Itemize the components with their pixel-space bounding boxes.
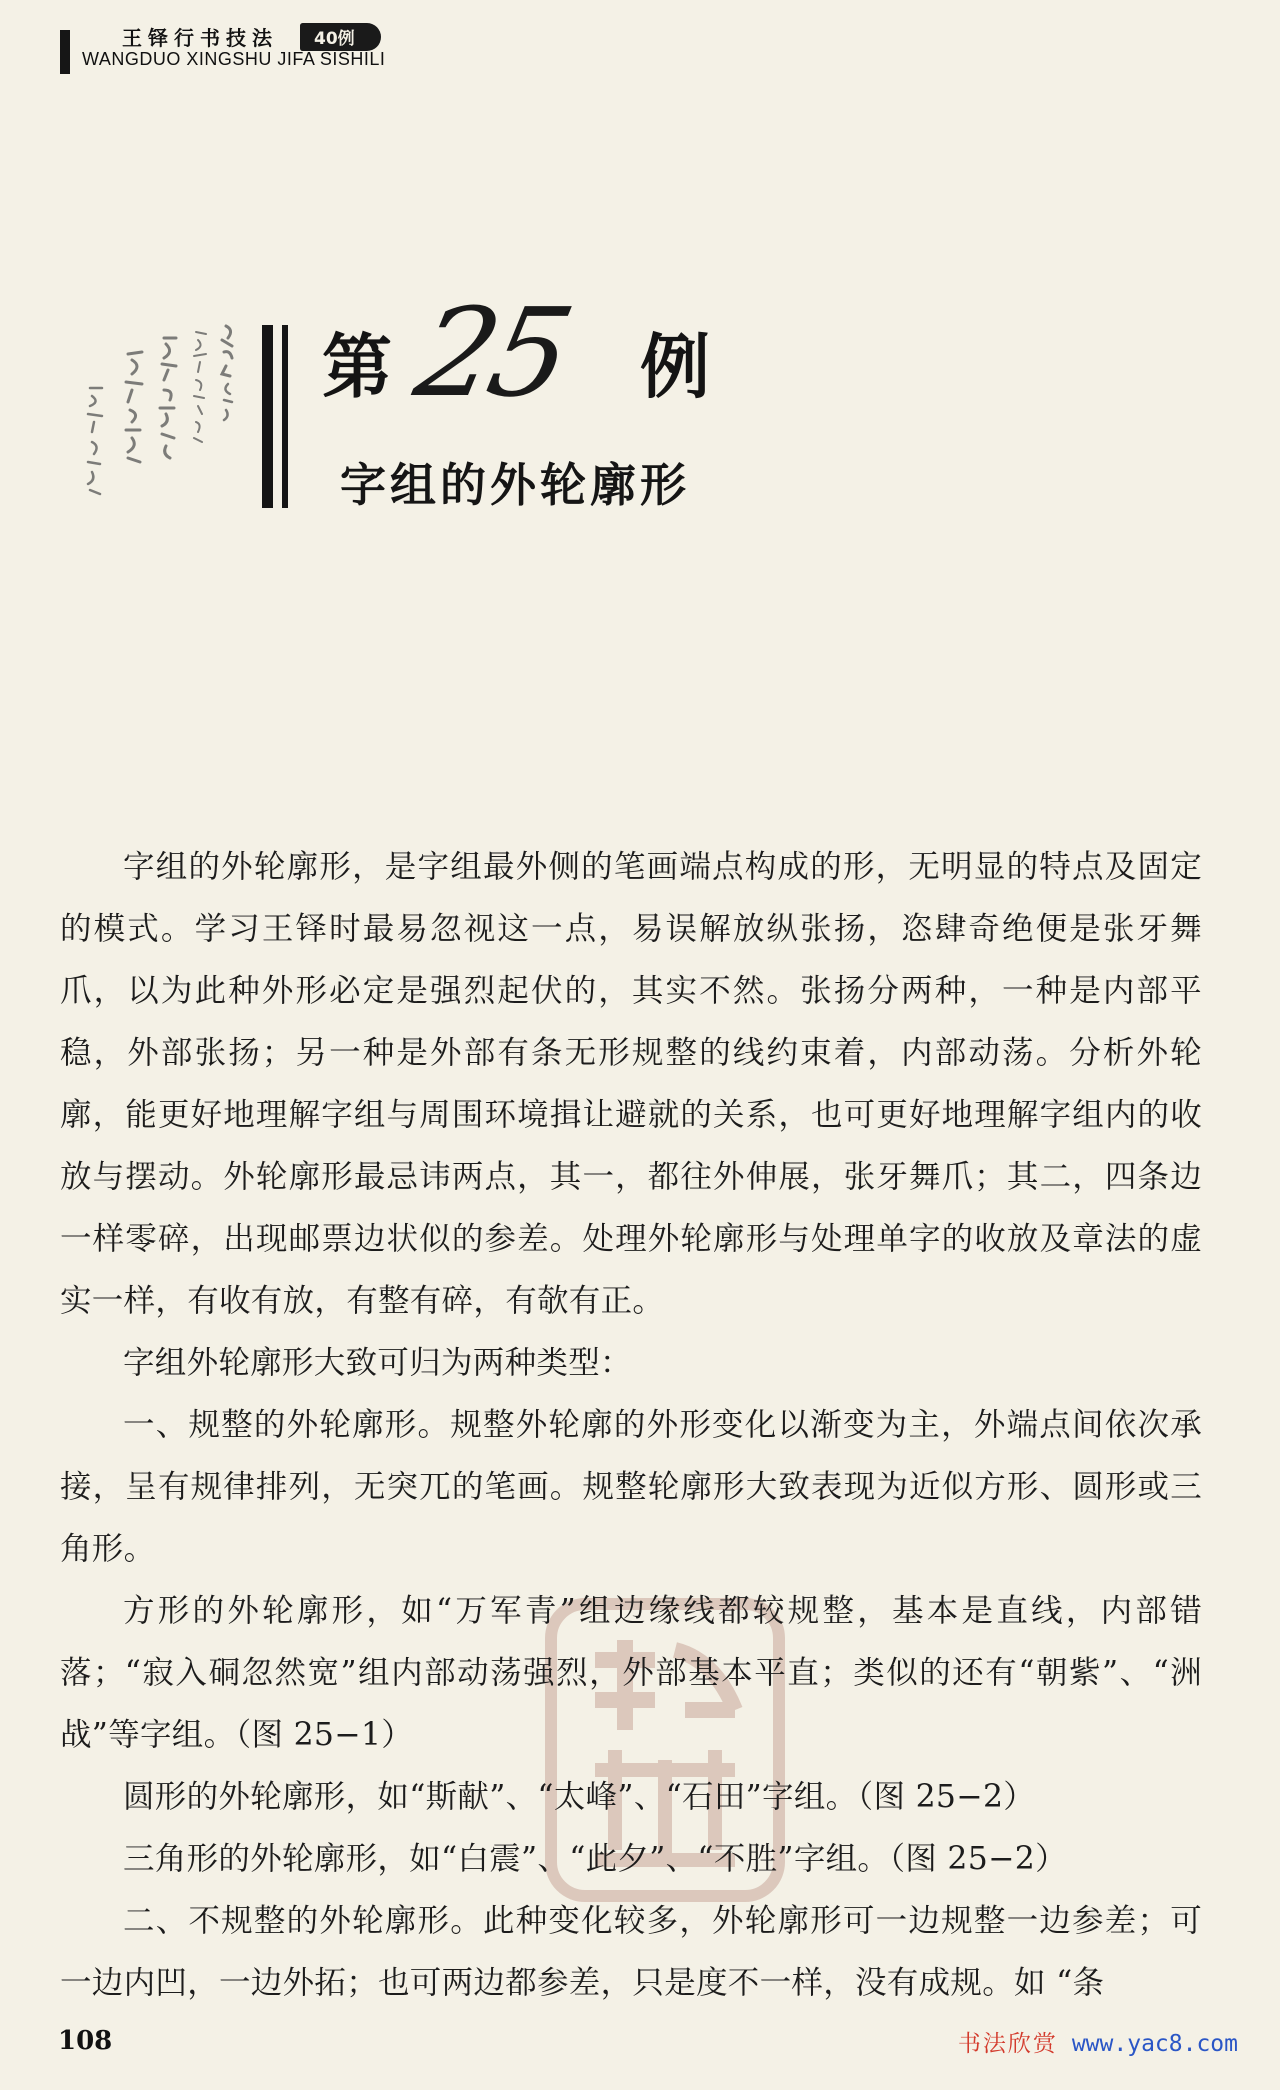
- header-decor-bar: [60, 30, 70, 74]
- paragraph-4: 方形的外轮廓形，如“万军青”组边缘线都较规整，基本是直线，内部错落；“寂入硐忽然宽”组内部动荡强烈，外部基本平直；类似的还有“朝紫”、“洲战”等字组。（图 25−1）: [60, 1593, 1202, 1753]
- chapter-suffix: 例: [640, 326, 710, 408]
- paragraph-7: 二、不规整的外轮廓形。此种变化较多，外轮廓形可一边规整一边参差；可一边内凹，一边外拓；也可两边都参差，只是度不一样，没有成规。如 “条: [60, 1903, 1202, 2001]
- calligraphy-inscription-icon: [56, 318, 246, 518]
- paragraph-5: 圆形的外轮廓形，如“斯献”、“太峰”、“石田”字组。（图 25−2）: [123, 1779, 1036, 1815]
- page-number: 108: [58, 2026, 113, 2056]
- chapter-title: 字组的外轮廓形: [340, 458, 690, 512]
- chapter-number: 25: [404, 282, 579, 424]
- paragraph-1: 字组的外轮廓形，是字组最外侧的笔画端点构成的形，无明显的特点及固定的模式。学习王铎时最易忽视这一点，易误解放纵张扬，恣肆奇绝便是张牙舞爪，以为此种外形必定是强烈起伏的，其实不然。张扬分两种，一种是内部平稳，外部张扬；另一种是外部有条无形规整的线约束着，内部动荡。分析外轮廓，能更好地理解字组与周围环境揖让避就的关系，也可更好地理解字组内的收放与摆动。外轮廓形最忌讳两点，其一，都往外伸展，张牙舞爪；其二，四条边一样零碎，出现邮票边状似的参差。处理外轮廓形与处理单字的收放及章法的虚实一样，有收有放，有整有碎，有欹有正。: [60, 849, 1202, 1319]
- paragraph-3: 一、规整的外轮廓形。规整外轮廓的外形变化以渐变为主，外端点间依次承接，呈有规律排列，无突兀的笔画。规整轮廓形大致表现为近似方形、圆形或三角形。: [60, 1407, 1202, 1567]
- site-name: 书法欣赏: [957, 2031, 1058, 2057]
- chapter-decor-bar-thick: [262, 325, 273, 508]
- site-watermark[interactable]: [958, 2025, 1238, 2058]
- chapter-decor-bar-thin: [282, 325, 288, 508]
- book-subtitle-pinyin: WANGDUO XINGSHU JIFA SISHILI: [82, 49, 386, 69]
- book-title-tag: 40例: [300, 23, 381, 51]
- chapter-prefix: 第: [322, 326, 392, 408]
- body-text: [60, 836, 1202, 2014]
- paragraph-2: 字组外轮廓形大致可归为两种类型：: [123, 1345, 632, 1381]
- site-url[interactable]: www.yac8.com: [1071, 2031, 1238, 2057]
- paragraph-6: 三角形的外轮廓形，如“白震”、“此夕”、“不胜”字组。（图 25−2）: [123, 1841, 1067, 1877]
- book-title: 王铎行书技法: [122, 26, 278, 50]
